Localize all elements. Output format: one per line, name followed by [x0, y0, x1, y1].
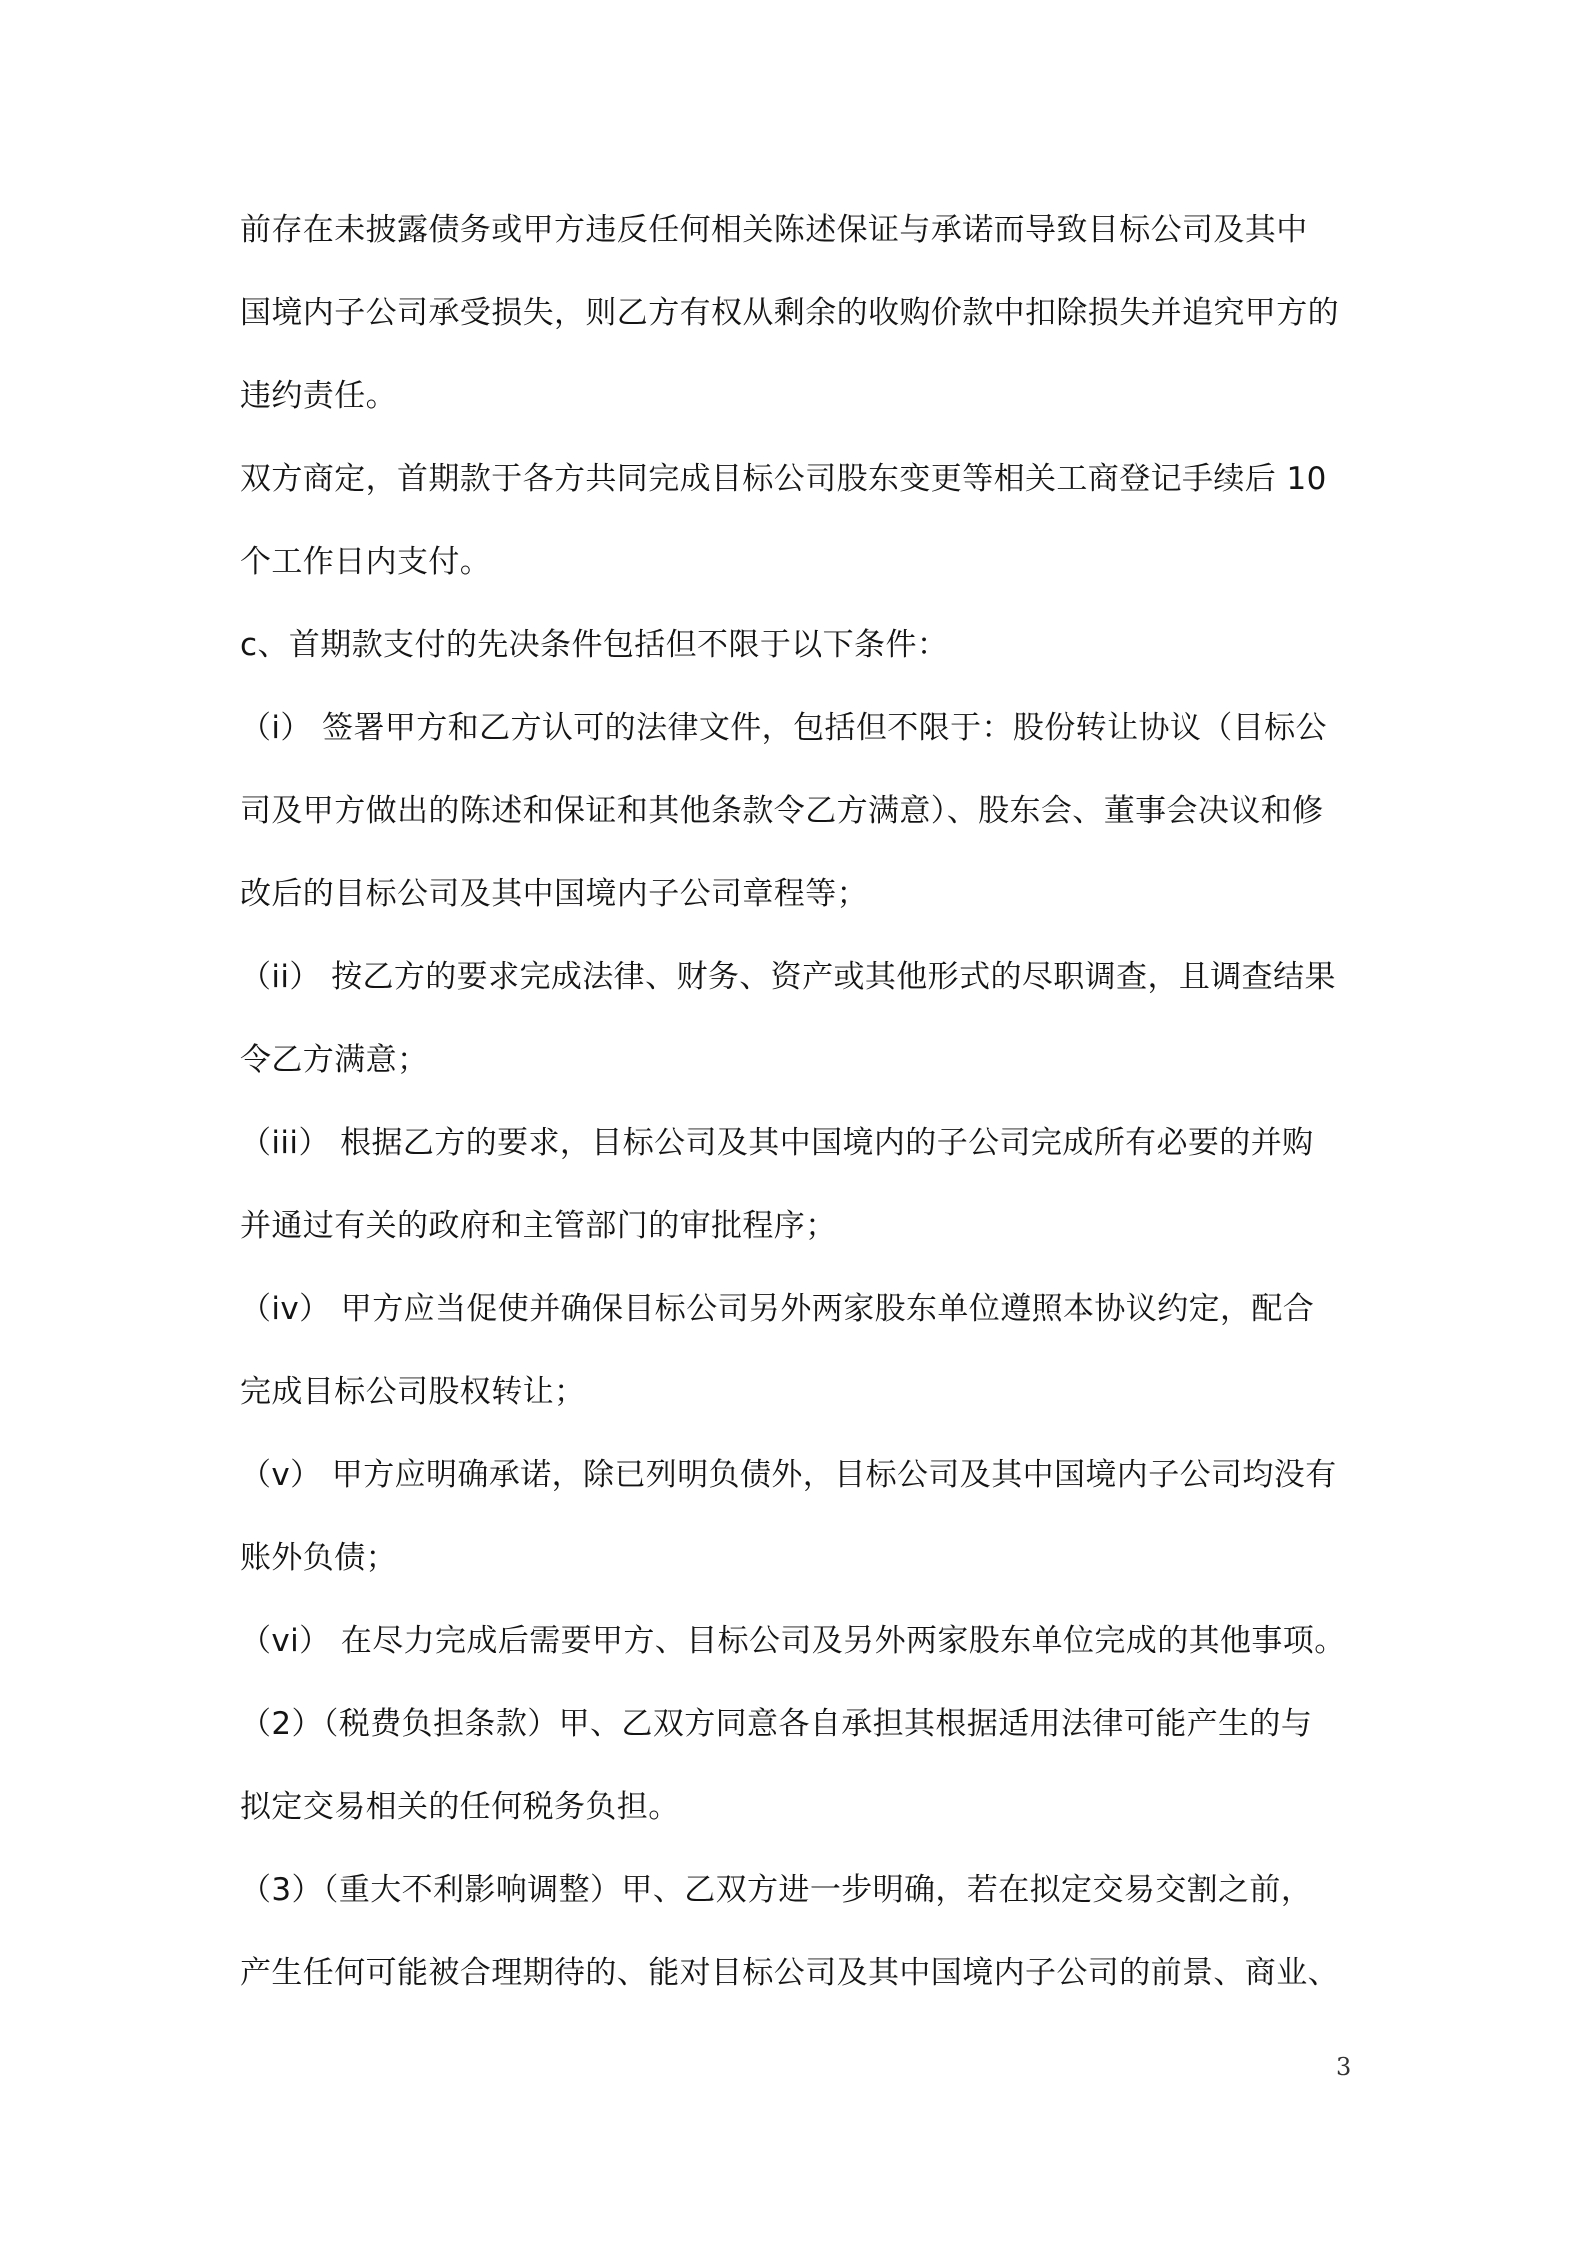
body-line-9: 改后的目标公司及其中国境内子公司章程等；	[240, 876, 868, 912]
body-line-20: 拟定交易相关的任何税务负担。	[240, 1789, 680, 1825]
body-line-18: （vi） 在尽力完成后需要甲方、目标公司及另外两家股东单位完成的其他事项。	[240, 1623, 1346, 1659]
body-line-14: （iv） 甲方应当促使并确保目标公司另外两家股东单位遵照本协议约定，配合	[240, 1291, 1315, 1327]
body-line-19: （2）（税费负担条款）甲、乙双方同意各自承担其根据适用法律可能产生的与	[240, 1706, 1313, 1742]
body-line-16: （v） 甲方应明确承诺，除已列明负债外，目标公司及其中国境内子公司均没有	[240, 1457, 1337, 1493]
body-line-10: （ii） 按乙方的要求完成法律、财务、资产或其他形式的尽职调查，且调查结果	[240, 959, 1336, 995]
body-line-22: 产生任何可能被合理期待的、能对目标公司及其中国境内子公司的前景、商业、	[240, 1955, 1339, 1991]
body-line-15: 完成目标公司股权转让；	[240, 1374, 586, 1410]
body-line-11: 令乙方满意；	[240, 1042, 429, 1078]
body-line-12: （iii） 根据乙方的要求，目标公司及其中国境内的子公司完成所有必要的并购	[240, 1125, 1314, 1161]
body-line-1: 前存在未披露债务或甲方违反任何相关陈述保证与承诺而导致目标公司及其中	[240, 212, 1308, 248]
body-line-7: （i） 签署甲方和乙方认可的法律文件，包括但不限于：股份转让协议（目标公	[240, 710, 1327, 746]
body-line-13: 并通过有关的政府和主管部门的审批程序；	[240, 1208, 837, 1244]
body-line-5: 个工作日内支付。	[240, 544, 492, 580]
body-line-17: 账外负债；	[240, 1540, 397, 1576]
body-line-8: 司及甲方做出的陈述和保证和其他条款令乙方满意）、股东会、董事会决议和修	[240, 793, 1324, 829]
body-line-21: （3）（重大不利影响调整）甲、乙双方进一步明确，若在拟定交易交割之前，	[240, 1872, 1313, 1908]
body-line-3: 违约责任。	[240, 378, 397, 414]
body-line-4: 双方商定，首期款于各方共同完成目标公司股东变更等相关工商登记手续后 10	[240, 461, 1327, 497]
body-line-2: 国境内子公司承受损失，则乙方有权从剩余的收购价款中扣除损失并追究甲方的	[240, 295, 1339, 331]
body-line-6: c、首期款支付的先决条件包括但不限于以下条件：	[240, 627, 949, 663]
page-number: 3	[1336, 2053, 1352, 2081]
